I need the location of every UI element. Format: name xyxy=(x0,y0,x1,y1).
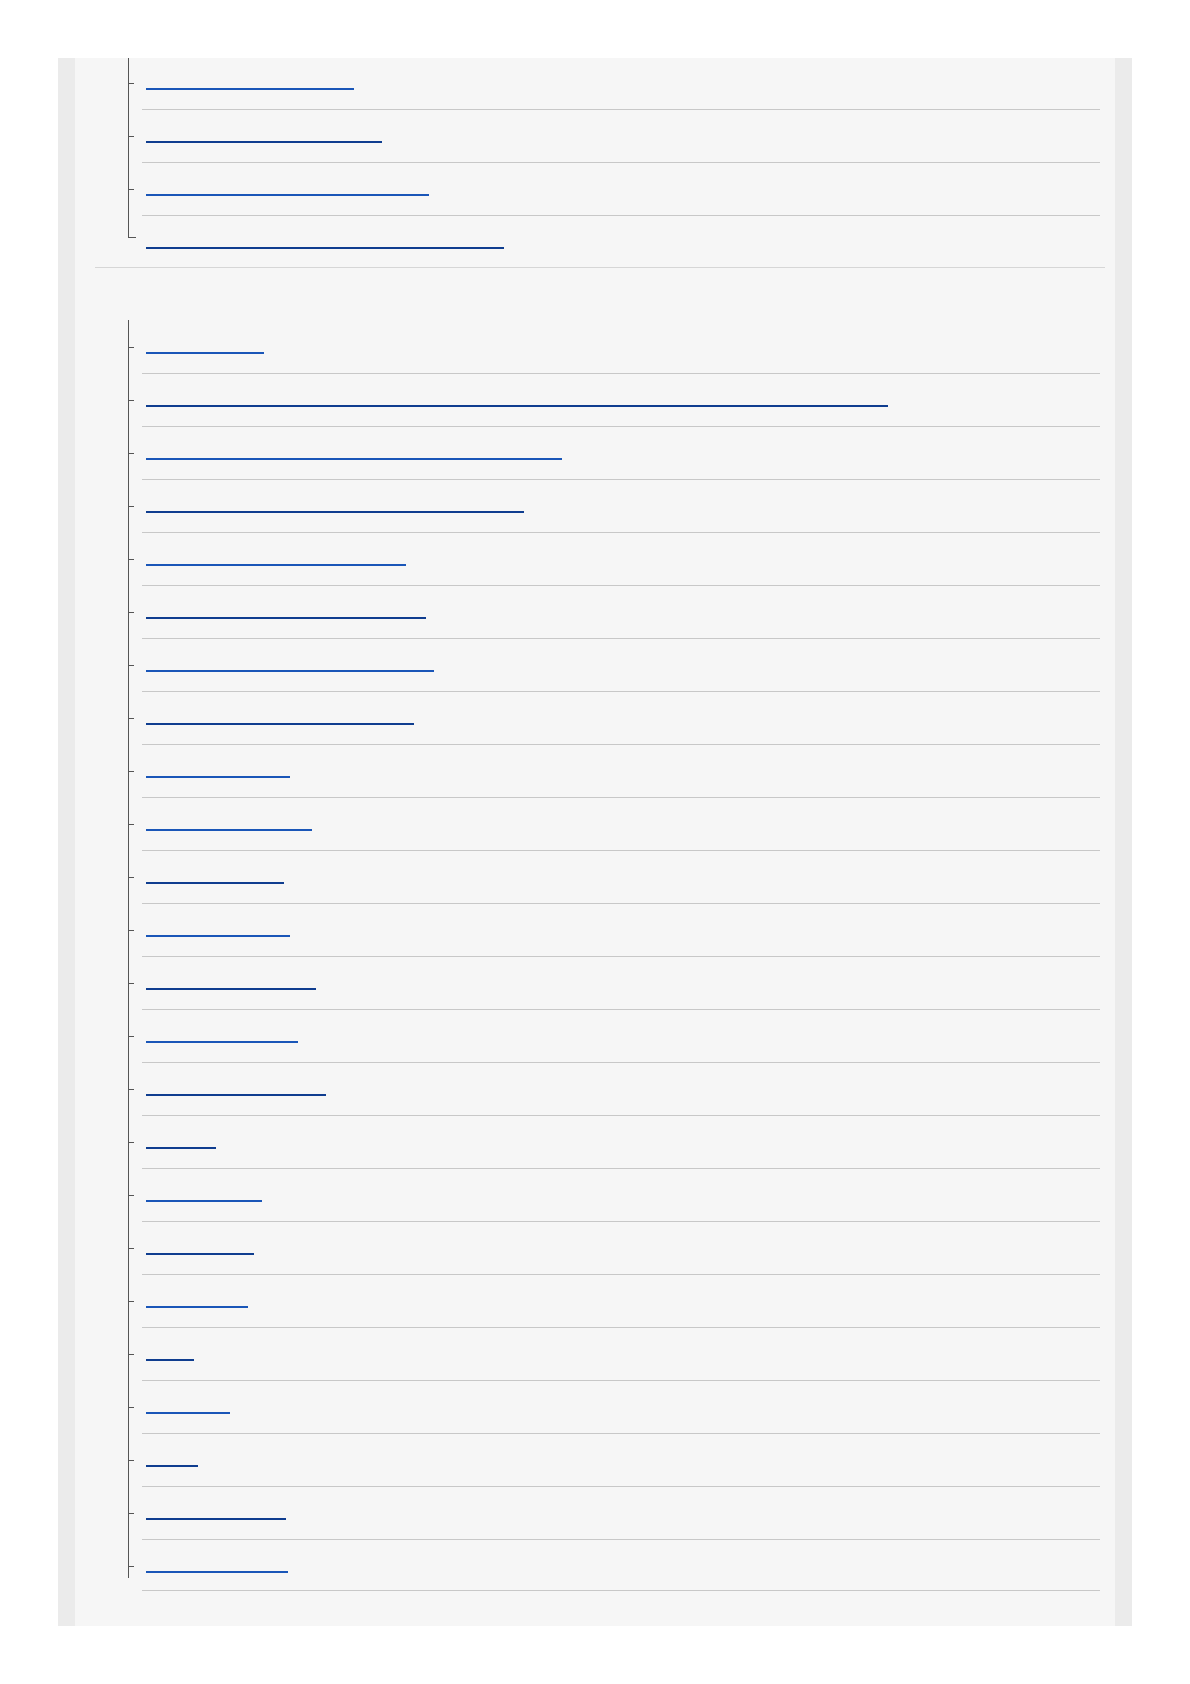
row-divider xyxy=(142,426,1100,427)
row-divider xyxy=(142,850,1100,851)
toc-link-b13[interactable] xyxy=(146,976,316,990)
row-divider xyxy=(142,691,1100,692)
tree-tick xyxy=(128,983,134,984)
toc-link-b11[interactable] xyxy=(146,870,284,884)
tree-tick xyxy=(128,189,134,190)
toc-link-b18[interactable] xyxy=(146,1241,254,1255)
toc-link-a4[interactable] xyxy=(146,235,504,249)
toc-link-b3[interactable] xyxy=(146,446,562,460)
row-divider xyxy=(142,1539,1100,1540)
tree-tick xyxy=(128,718,134,719)
row-divider xyxy=(142,585,1100,586)
section-divider xyxy=(95,267,1105,268)
toc-link-b17[interactable] xyxy=(146,1188,262,1202)
toc-link-b20[interactable] xyxy=(146,1347,194,1361)
tree-tick xyxy=(128,1301,134,1302)
tree-tick xyxy=(128,1142,134,1143)
tree-tick xyxy=(128,612,134,613)
tree-tick xyxy=(128,1248,134,1249)
row-divider xyxy=(142,956,1100,957)
tree-tick xyxy=(128,400,134,401)
row-divider xyxy=(142,1168,1100,1169)
toc-link-b24[interactable] xyxy=(146,1559,288,1573)
toc-link-b8[interactable] xyxy=(146,711,414,725)
tree-tick xyxy=(128,1195,134,1196)
row-divider xyxy=(142,373,1100,374)
toc-link-b12[interactable] xyxy=(146,923,290,937)
tree-tick xyxy=(128,665,134,666)
toc-link-b4[interactable] xyxy=(146,499,524,513)
toc-link-b9[interactable] xyxy=(146,764,290,778)
tree-tick xyxy=(128,136,134,137)
tree-tick xyxy=(128,347,134,348)
row-divider xyxy=(142,532,1100,533)
tree-tick xyxy=(128,1354,134,1355)
row-divider xyxy=(142,638,1100,639)
tree-tick xyxy=(128,877,134,878)
toc-link-b10[interactable] xyxy=(146,817,312,831)
toc-link-a3[interactable] xyxy=(146,182,429,196)
row-divider xyxy=(142,109,1100,110)
toc-link-b19[interactable] xyxy=(146,1294,248,1308)
tree-tick xyxy=(128,1089,134,1090)
row-divider xyxy=(142,1590,1100,1591)
tree-tick xyxy=(128,824,134,825)
tree-tick xyxy=(128,1513,134,1514)
toc-link-b7[interactable] xyxy=(146,658,434,672)
toc-link-a1[interactable] xyxy=(146,76,354,90)
tree-tick xyxy=(128,1460,134,1461)
row-divider xyxy=(142,162,1100,163)
row-divider xyxy=(142,1221,1100,1222)
row-divider xyxy=(142,1062,1100,1063)
tree-tick xyxy=(128,559,134,560)
toc-link-b23[interactable] xyxy=(146,1506,286,1520)
toc-link-b5[interactable] xyxy=(146,552,406,566)
row-divider xyxy=(142,479,1100,480)
row-divider xyxy=(142,1115,1100,1116)
row-divider xyxy=(142,744,1100,745)
toc-link-b2[interactable] xyxy=(146,393,888,407)
content-panel xyxy=(75,58,1115,1626)
toc-tree-line-b xyxy=(128,320,129,1578)
toc-tree-line-a xyxy=(128,58,129,238)
row-divider xyxy=(142,1433,1100,1434)
tree-tick xyxy=(128,1566,134,1567)
row-divider xyxy=(142,903,1100,904)
tree-tick xyxy=(128,453,134,454)
row-divider xyxy=(142,1486,1100,1487)
toc-link-b21[interactable] xyxy=(146,1400,230,1414)
tree-tick xyxy=(128,1407,134,1408)
tree-tick xyxy=(128,771,134,772)
toc-link-b6[interactable] xyxy=(146,605,426,619)
toc-link-b22[interactable] xyxy=(146,1453,198,1467)
row-divider xyxy=(142,797,1100,798)
toc-tree-elbow-a xyxy=(128,237,136,238)
row-divider xyxy=(142,1327,1100,1328)
tree-tick xyxy=(128,506,134,507)
toc-link-b14[interactable] xyxy=(146,1029,298,1043)
row-divider xyxy=(142,215,1100,216)
row-divider xyxy=(142,1274,1100,1275)
toc-link-b1[interactable] xyxy=(146,340,264,354)
toc-link-a2[interactable] xyxy=(146,129,382,143)
tree-tick xyxy=(128,83,134,84)
row-divider xyxy=(142,1009,1100,1010)
row-divider xyxy=(142,1380,1100,1381)
tree-tick xyxy=(128,930,134,931)
toc-link-b15[interactable] xyxy=(146,1082,326,1096)
tree-tick xyxy=(128,1036,134,1037)
toc-link-b16[interactable] xyxy=(146,1135,216,1149)
